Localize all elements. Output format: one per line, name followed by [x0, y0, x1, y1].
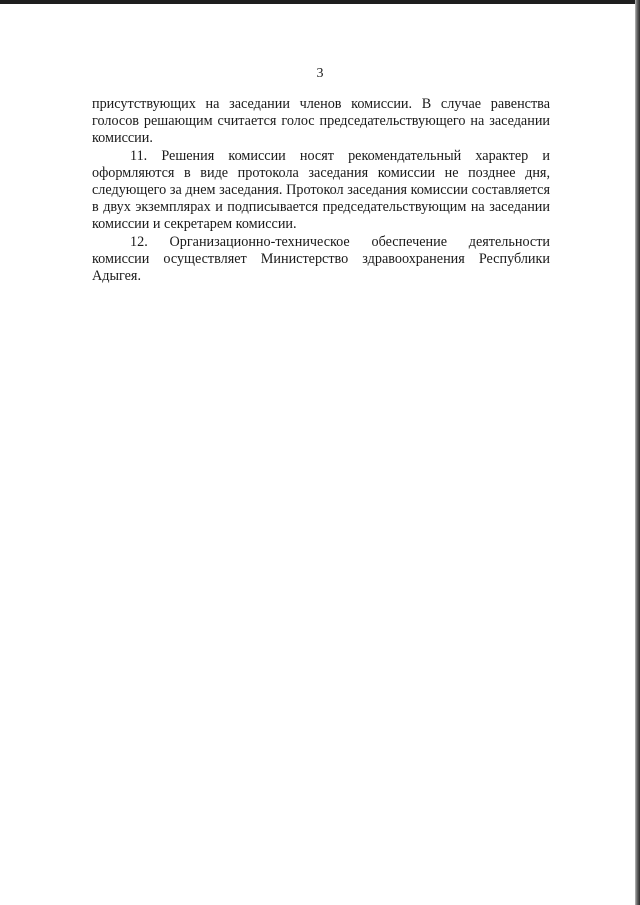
scan-edge-top	[0, 0, 640, 4]
scan-edge-right	[635, 0, 640, 905]
paragraph-item-11: 11. Решения комиссии носят рекомендательный характер и оформляются в виде протокола заседания комиссии не позднее дня, следующего за днем заседания. Протокол заседания комиссии составляется в двух экземплярах и подписывается председательствующим на заседании комиссии и секретарем комиссии.	[92, 147, 550, 233]
paragraph-continuation: присутствующих на заседании членов комиссии. В случае равенства голосов решающим считается голос председательствующего на заседании комиссии.	[92, 96, 550, 147]
document-body	[92, 96, 550, 285]
page-number: 3	[316, 66, 324, 81]
paragraph-item-12: 12. Организационно-техническое обеспечение деятельности комиссии осуществляет Министерство здравоохранения Республики Адыгея.	[92, 233, 550, 285]
